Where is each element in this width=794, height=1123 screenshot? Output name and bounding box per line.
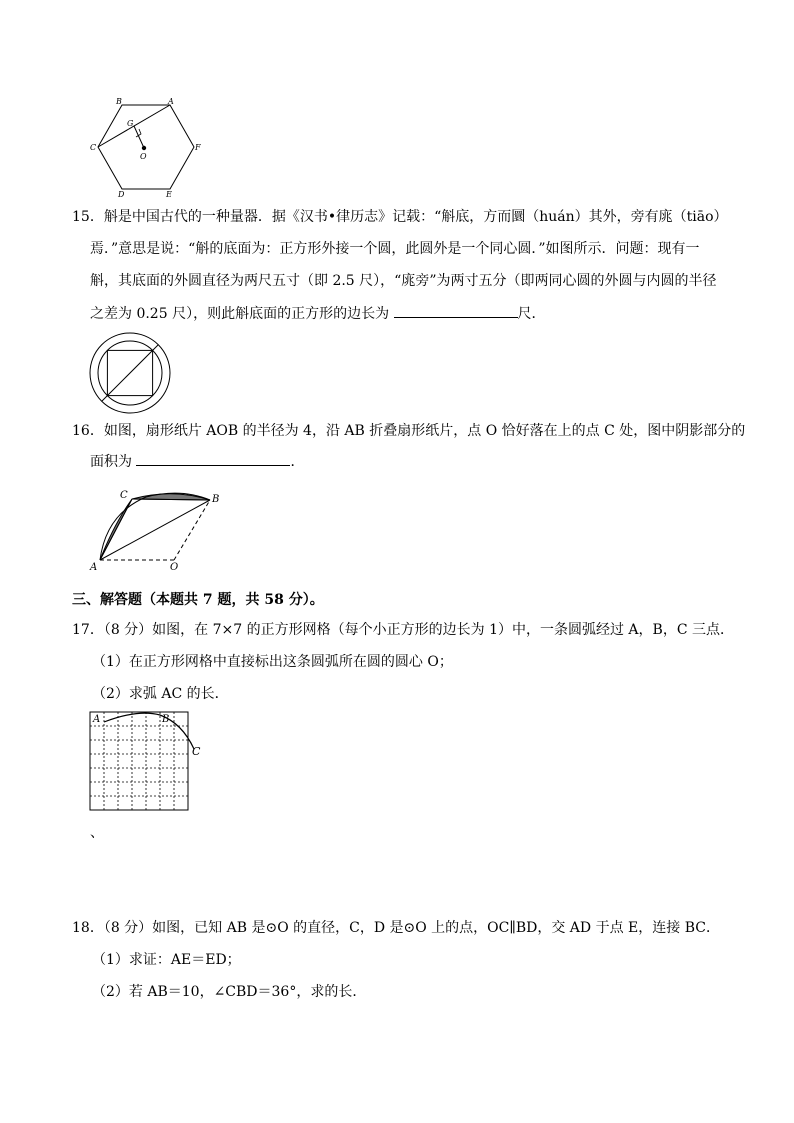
q15-line-2: 焉．”意思是说：“斛的底面为：正方形外接一个圆，此圆外是一个同心圆．”如图所示．问题：现有一 — [90, 241, 700, 257]
q16-line-2 — [90, 451, 304, 472]
sector-label-o: O — [170, 562, 179, 573]
hexagon-figure — [86, 96, 210, 200]
q15-line-1: 15．斛是中国古代的一种量器．据《汉书•律历志》记载：“斛底，方而圜（huán）其外，旁有庣（tiāo） — [72, 209, 728, 225]
grid-figure — [88, 709, 208, 813]
q18-part-1: （1）求证：AE＝ED； — [92, 952, 241, 968]
q16-line-1: 16．如图，扇形纸片 AOB 的半径为 4，沿 AB 折叠扇形纸片，点 O 恰好落在上的点 C 处，图中阴影部分的 — [72, 423, 746, 439]
grid-label-c: C — [192, 745, 201, 758]
hexagon-label-g: G — [127, 119, 134, 128]
hexagon-label-b: B — [116, 97, 122, 106]
sector-figure — [86, 484, 226, 574]
q15-answer-blank[interactable] — [394, 303, 518, 318]
q17-part-1: （1）在正方形网格中直接标出这条圆弧所在圆的圆心 O； — [92, 654, 453, 670]
q15-line-4-text: 之差为 0.25 尺），则此斛底面的正方形的边长为 — [90, 306, 390, 322]
hexagon-label-e: E — [166, 190, 172, 199]
hexagon-label-c: C — [90, 143, 97, 152]
grid-label-a: A — [93, 714, 101, 725]
stray-mark: 、 — [90, 825, 104, 841]
q17-line-1: 17．（8 分）如图，在 7×7 的正方形网格（每个小正方形的边长为 1）中，一条圆弧经过 A，B，C 三点． — [72, 622, 734, 638]
sector-label-b: B — [212, 494, 220, 505]
q15-line-4-unit: 尺． — [517, 306, 546, 322]
section-3-title: 三、解答题（本题共 7 题，共 58 分）。 — [72, 592, 324, 608]
q17-part-2: （2）求弧 AC 的长． — [92, 686, 229, 702]
sector-label-c: C — [120, 490, 128, 501]
q16-line-2-text: 面积为 — [90, 454, 132, 470]
q16-line-2-end: ． — [290, 454, 305, 470]
q15-line-4 — [90, 303, 546, 324]
hexagon-label-f: F — [195, 143, 201, 152]
grid-label-b: B — [162, 714, 170, 725]
hexagon-label-d: D — [118, 190, 125, 199]
dou-base-figure — [88, 331, 172, 415]
q18-line-1: 18．（8 分）如图，已知 AB 是⊙O 的直径，C，D 是⊙O 上的点，OC∥BD，交 AD 于点 E，连接 BC． — [72, 920, 720, 936]
sector-label-a: A — [90, 562, 98, 573]
hexagon-label-a: A — [168, 97, 174, 106]
q15-line-3: 斛，其底面的外圆直径为两尺五寸（即 2.5 尺），“庣旁”为两寸五分（即两同心圆的外圆与内圆的半径 — [90, 273, 717, 289]
q16-answer-blank[interactable] — [136, 451, 290, 466]
q18-part-2: （2）若 AB＝10，∠CBD＝36°，求的长． — [92, 984, 367, 1000]
hexagon-label-o: O — [140, 152, 147, 161]
